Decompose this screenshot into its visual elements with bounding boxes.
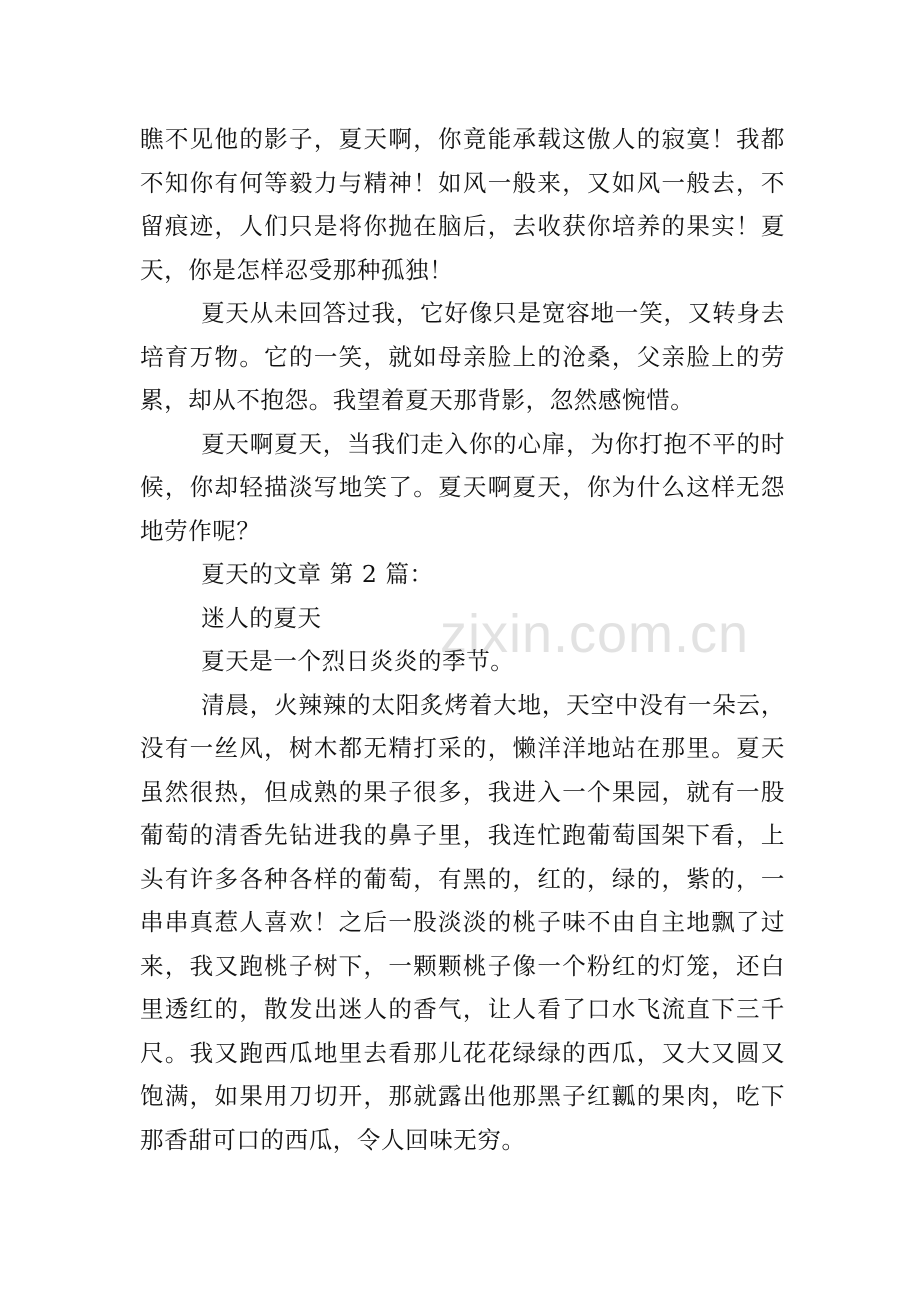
paragraph-summer-smile: 夏天从未回答过我，它好像只是宽容地一笑，又转身去培育万物。它的一笑，就如母亲脸上的沧桑，父亲脸上的劳累，却从不抱怨。我望着夏天那背影，忽然感惋惜。: [140, 299, 785, 414]
paragraph-continuation: 瞧不见他的影子，夏天啊，你竟能承载这傲人的寂寞！我都不知你有何等毅力与精神！如风一般来，又如风一般去，不留痕迹，人们只是将你抛在脑后，去收获你培养的果实！夏天，你是怎样忍受那种孤独！: [140, 125, 785, 284]
article-title: 迷人的夏天: [201, 603, 322, 632]
document-body: [140, 118, 785, 1162]
watermark: zixin.com.cn: [440, 604, 750, 664]
paragraph-summer-labor: 夏天啊夏天，当我们走入你的心扉，为你打抱不平的时候，你却轻描淡写地笑了。夏天啊夏天，你为什么这样无怨地劳作呢？: [140, 429, 785, 545]
paragraph-intro: 夏天是一个烈日炎炎的季节。: [201, 647, 515, 675]
paragraph-orchard: 清晨，火辣辣的太阳炙烤着大地，天空中没有一朵云，没有一丝风，树木都无精打采的，懒洋洋地站在那里。夏天虽然很热，但成熟的果子很多，我进入一个果园，就有一股葡萄的清香先钻进我的鼻子里，我连忙跑葡萄国架下看，上头有许多各种各样的葡萄，有黑的，红的，绿的，紫的，一串串真惹人喜欢！之后一股淡淡的桃子味不由自主地飘了过来，我又跑桃子树下，一颗颗桃子像一个粉红的灯笼，还白里透红的，散发出迷人的香气，让人看了口水飞流直下三千尺。我又跑西瓜地里去看那儿花花绿绿的西瓜，又大又圆又饱满，如果用刀切开，那就露出他那黑子红瓤的果肉，吃下那香甜可口的西瓜，令人回味无穷。: [140, 690, 785, 1154]
article-number-heading: 夏天的文章 第 2 篇：: [201, 560, 434, 588]
